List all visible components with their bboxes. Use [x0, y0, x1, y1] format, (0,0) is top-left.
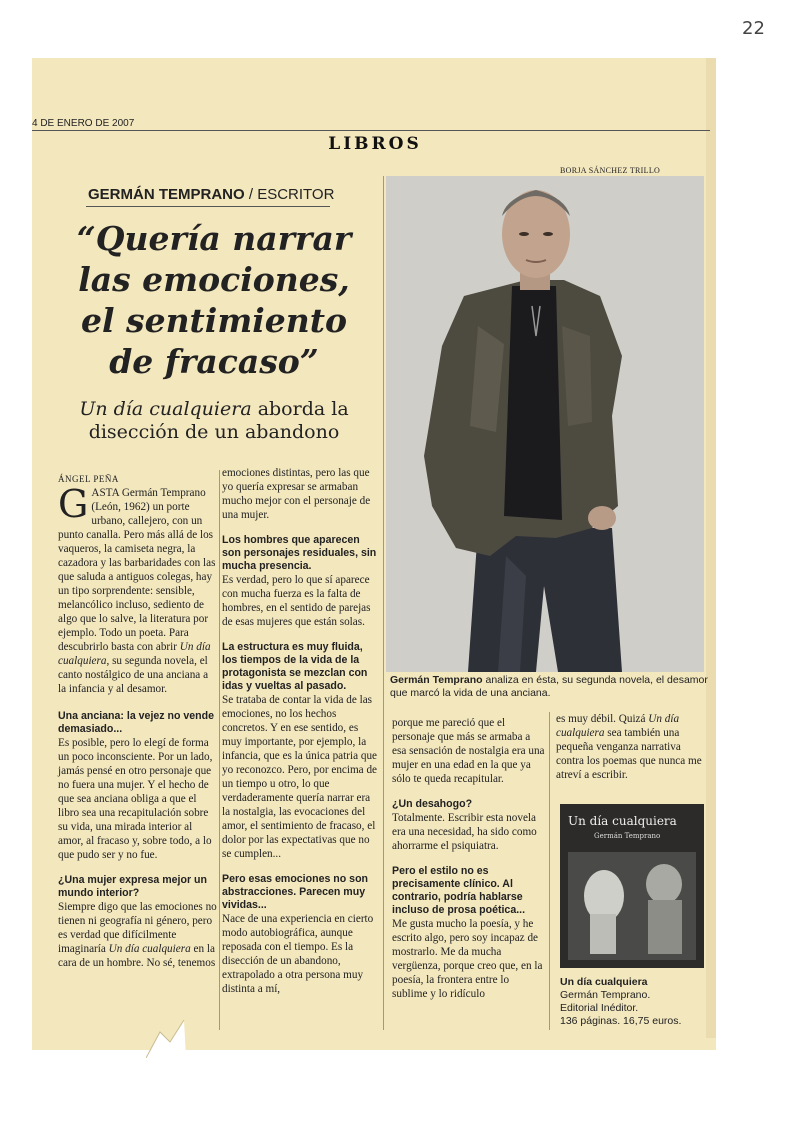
answer — [58, 900, 218, 970]
intro-book-title: Un día cualquiera — [58, 641, 211, 667]
subheadline — [58, 398, 370, 444]
subhead-text: aborda la disección de un abandono — [88, 398, 349, 443]
book-cover-title: Un día cualquiera — [568, 814, 677, 828]
book-details — [560, 976, 681, 1028]
photo-caption — [390, 674, 708, 700]
book-title — [560, 976, 681, 989]
article-column-3 — [392, 716, 546, 1010]
answer-book-title: Un día cualquiera — [556, 713, 680, 739]
answer: Me gusta mucho la poesía, y he escrito algo, pero soy incapaz de mostrarlo. Me da mucha vergüenza, porque creo que, en la poesía, la frontera entre lo sublime y lo ridículo — [392, 918, 543, 1000]
book-price-pages: 136 páginas. 16,75 euros. — [560, 1015, 682, 1027]
book-cover-author: Germán Temprano — [594, 832, 661, 840]
kicker — [88, 186, 334, 203]
answer: Se trataba de contar la vida de las emociones, no los hechos concretos. Y en ese sentido, es muy importante, por ejemplo, la infancia, que es la única patria que yo reconozco. Pero, por encima de un tiempo u otro, lo que verdaderamente quería narrar era la nostalgia, las evocaciones del amor, el sentimiento de fracaso, el dolor por las expectativas que no se cumplen... — [222, 694, 378, 860]
intro-text-a: ASTA Germán Temprano (León, 1962) un porte urbano, callejero, con un punto canalla. Pero más allá de los vaqueros, la camiseta negra, la cazadora y las barbaridades con las que saluda a antiguos colegas, hay un tipo sorprendente: sensible, melancólico incluso, sediento de algo que lo salve, la literatura por ejemplo. Todo un poeta. Para descubrirlo basta con abrir — [58, 487, 216, 653]
answer-book-title: Un día cualquiera — [108, 943, 191, 955]
book-cover-artwork — [560, 804, 704, 968]
book-title-text: Un día cualquiera — [560, 976, 648, 988]
book-author: Germán Temprano. — [560, 989, 651, 1001]
page-number: 22 — [742, 18, 765, 39]
subhead-book-title: Un día cualquiera — [79, 398, 252, 420]
headline: “Quería narrar las emociones, el sentimiento de fracaso” — [76, 219, 352, 381]
column-rule — [219, 470, 220, 1030]
section-title: LIBROS — [328, 134, 422, 154]
kicker-separator: / — [244, 186, 258, 203]
answer-continued — [556, 712, 706, 782]
answer: Es verdad, pero lo que sí aparece con mucha fuerza es la falta de hombres, en el sentido de parejas de esas mujeres que están solas. — [222, 574, 371, 628]
answer: Es posible, pero lo elegí de forma un poco inconsciente. Por un lado, jamás pensé en otro personaje que no fuera una mujer. Y el hecho de que sea anciana obliga a que el libro sea una recapitulación sobre su vida, una mirada interior al amor, al fracaso y, sobre todo, a lo que pudo ser y no fue. — [58, 737, 213, 861]
author-portrait-photo — [386, 176, 704, 672]
byline: ÁNGEL PEÑA — [58, 474, 119, 484]
question: Pero el estilo no es precisamente clínico. Al contrario, podría hablarse incluso de prosa poética... — [392, 865, 526, 916]
question: ¿Un desahogo? — [392, 798, 473, 810]
caption-text: analiza en ésta, su segunda novela, el desamor que marcó la vida de una anciana. — [390, 674, 708, 699]
answer: Totalmente. Escribir esta novela era una necesidad, ha sido como ahorrarme el psiquiatra. — [392, 812, 537, 852]
question: La estructura es muy fluida, los tiempos de la vida de la protagonista se mezclan con idas y vueltas al pasado. — [222, 641, 368, 692]
kicker-role: ESCRITOR — [257, 186, 335, 203]
torn-corner — [146, 1018, 186, 1058]
article-column-4 — [556, 712, 706, 791]
question: Los hombres que aparecen son personajes residuales, sin mucha presencia. — [222, 534, 377, 572]
article-column-1 — [58, 482, 218, 979]
answer-text-b: sea también una pequeña venganza narrativa contra los poemas que nunca me atreví a escribir. — [556, 727, 702, 781]
question: ¿Una mujer expresa mejor un mundo interior? — [58, 874, 207, 899]
portrait-illustration — [386, 176, 704, 672]
issue-date: 4 DE ENERO DE 2007 — [32, 118, 135, 129]
answer-continued: porque me pareció que el personaje que más se armaba a esa sensación de nostalgia era una mujer en una edad en la que ya sólo te queda recapitular. — [392, 717, 545, 785]
intro-paragraph — [58, 482, 218, 696]
column-rule — [383, 176, 384, 1030]
drop-cap: G — [58, 482, 89, 526]
intro-text-b: , su segunda novela, el canto nostálgico de una anciana a la infancia y al desamor. — [58, 655, 209, 695]
answer-continued: emociones distintas, pero las que yo quería expresar se armaban mucho mejor con el personaje de una mujer. — [222, 467, 371, 521]
book-cover-image — [560, 804, 704, 968]
photo-credit: BORJA SÁNCHEZ TRILLO — [560, 166, 661, 175]
article-column-2 — [222, 466, 380, 1005]
caption-name: Germán Temprano — [390, 674, 483, 686]
question: Pero esas emociones no son abstracciones. Parecen muy vividas... — [222, 873, 369, 911]
column-rule — [549, 712, 550, 1030]
question: Una anciana: la vejez no vende demasiado... — [58, 710, 215, 735]
kicker-name: GERMÁN TEMPRANO — [88, 186, 245, 203]
answer-text-b: en la cara de un hombre. No sé, tenemos — [58, 943, 216, 969]
header-rule — [32, 130, 710, 131]
kicker-rule — [86, 206, 330, 207]
answer-text-a: es muy débil. Quizá — [556, 713, 649, 725]
clipping-edge — [706, 58, 716, 1038]
answer: Nace de una experiencia en cierto modo autobiográfica, aunque reposada con el tiempo. Es la disección de un abandono, extrapolado a otra persona muy distinta a mí, — [222, 913, 374, 995]
book-publisher: Editorial Inéditor. — [560, 1002, 639, 1014]
answer-text-a: Siempre digo que las emociones no tienen ni geografía ni género, pero es verdad que difícilmente imaginaría — [58, 901, 217, 955]
